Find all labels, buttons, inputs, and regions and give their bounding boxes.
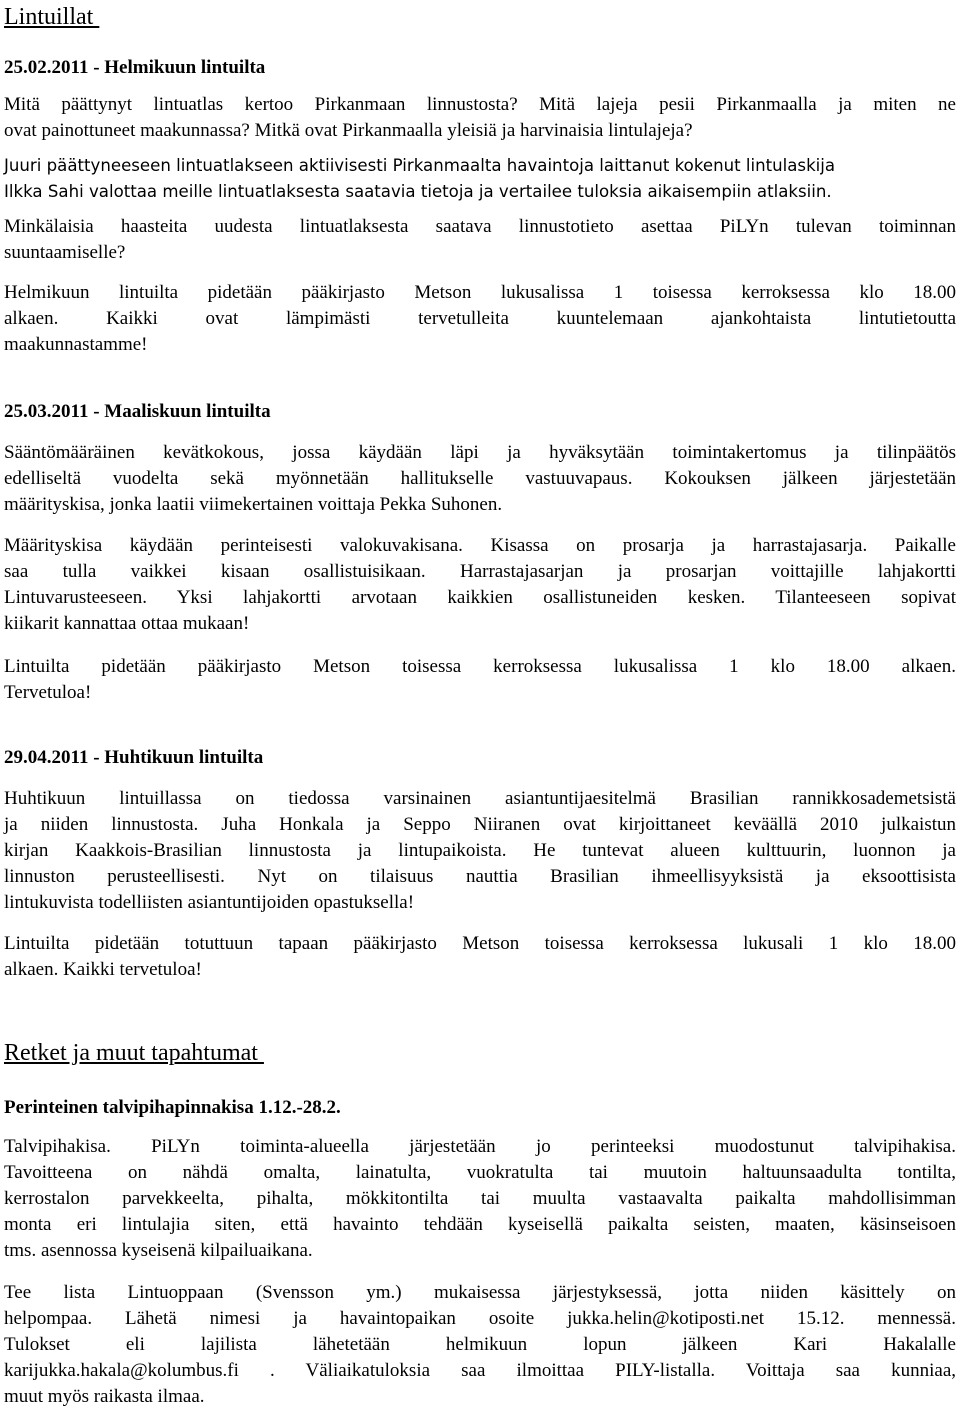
text-line: määrityskisa, jonka laatii viimekertainen voittaja Pekka Suhonen.	[4, 494, 503, 515]
event-heading-apr: 29.04.2011 - Huhtikuun lintuilta	[4, 747, 264, 768]
text-line: Huhtikuun lintuillassa on tiedossa varsinainen asiantuntijaesitelmä Brasilian rannikkosademetsistä	[4, 788, 956, 809]
event-feb-speaker	[4, 153, 956, 205]
text-line: suuntaamiselle?	[4, 242, 126, 263]
event-feb-intro	[4, 92, 956, 144]
text-line: Mitä päättynyt lintuatlas kertoo Pirkanmaan linnustosta? Mitä lajeja pesii Pirkanmaalla ja miten ne	[4, 94, 956, 115]
text-line: edelliseltä vuodelta sekä myönnetään hallitukselle vastuuvapaus. Kokouksen jälkeen järjestetään	[4, 468, 956, 489]
event-heading-feb: 25.02.2011 - Helmikuun lintuilta	[4, 57, 266, 78]
event-feb-challenges	[4, 214, 956, 266]
text-line: Lintuilta pidetään pääkirjasto Metson toisessa kerroksessa lukusalissa 1 klo 18.00 alkaen.	[4, 656, 956, 677]
text-line: Tavoitteena on nähdä omalta, lainatulta, vuokratulta tai muutoin haltuunsaadulta tontilta,	[4, 1162, 956, 1183]
text-line: Juuri päättyneeseen lintuatlakseen aktiivisesti Pirkanmaalta havaintoja laittanut kokenut lintulaskija	[4, 156, 836, 175]
text-line: kirjan Kaakkois-Brasilian linnustosta ja lintupaikoista. He tuntevat alueen kulttuurin, luonnon ja	[4, 840, 956, 861]
text-line: kerrostalon parvekkeelta, pihalta, mökkitontilta tai muulta vastaavalta paikalta mahdollisimman	[4, 1188, 956, 1209]
event-mar-meeting	[4, 440, 956, 518]
text-line: ovat painottuneet maakunnassa? Mitkä ovat Pirkanmaalla yleisiä ja harvinaisia lintulajeja?	[4, 120, 693, 141]
text-line: tms. asennossa kyseisenä kilpailuaikana.	[4, 1240, 313, 1261]
text-line: Helmikuun lintuilta pidetään pääkirjasto Metson lukusalissa 1 toisessa kerroksessa klo 18.00	[4, 282, 956, 303]
event-heading-mar: 25.03.2011 - Maaliskuun lintuilta	[4, 401, 271, 422]
event-mar-contest	[4, 533, 956, 637]
text-line: Sääntömääräinen kevätkokous, jossa käydään läpi ja hyväksytään toimintakertomus ja tilinpäätös	[4, 442, 956, 463]
text-line: alkaen. Kaikki ovat lämpimästi tervetulleita kuuntelemaan ajankohtaista lintutietoutta	[4, 308, 956, 329]
text-line: kiikarit kannattaa ottaa mukaan!	[4, 613, 250, 634]
section-title-lintuillat: Lintuillat	[4, 4, 100, 30]
text-line: linnuston perusteellisesti. Nyt on tilaisuus nauttia Brasilian ihmeellisyyksistä ja eksoottisista	[4, 866, 956, 887]
text-line: alkaen. Kaikki tervetuloa!	[4, 959, 202, 980]
event-apr-talk	[4, 786, 956, 916]
text-line: Tee lista Lintuoppaan (Svensson ym.) mukaisessa järjestyksessä, jotta niiden käsittely on	[4, 1282, 956, 1303]
event-feb-venue	[4, 280, 956, 358]
text-line: Lintuvarusteeseen. Yksi lahjakortti arvotaan kaikkien osallistuneiden kesken. Tilanteeseen sopivat	[4, 587, 956, 608]
text-line: Lintuilta pidetään totuttuun tapaan pääkirjasto Metson toisessa kerroksessa lukusali 1 klo 18.00	[4, 933, 956, 954]
event-apr-venue	[4, 931, 956, 983]
section-title-retket: Retket ja muut tapahtumat	[4, 1040, 264, 1066]
text-line: Minkälaisia haasteita uudesta lintuatlaksesta saatava linnustotieto asettaa PiLYn tulevan toiminnan	[4, 216, 956, 237]
text-line: lintukuvista todelliisten asiantuntijoiden opastuksella!	[4, 892, 415, 913]
text-line: ja niiden linnustosta. Juha Honkala ja Seppo Niiranen ovat kirjoittaneet keväällä 2010 julkaistun	[4, 814, 956, 835]
text-line: maakunnastamme!	[4, 334, 148, 355]
text-line: Määrityskisa käydään perinteisesti valokuvakisana. Kisassa on prosarja ja harrastajasarja. Paikalle	[4, 535, 956, 556]
text-line: Ilkka Sahi valottaa meille lintuatlaksesta saatavia tietoja ja vertailee tuloksia aikaisempiin atlaksiin.	[4, 182, 832, 201]
text-line: Tervetuloa!	[4, 682, 92, 703]
winter-contest-description	[4, 1134, 956, 1264]
text-line: saa tulla vaikkei kisaan osallistuisikaan. Harrastajasarjan ja prosarjan voittajille lahjakortti	[4, 561, 956, 582]
text-line: karijukka.hakala@kolumbus.fi . Väliaikatuloksia saa ilmoittaa PILY-listalla. Voittaja saa kunniaa,	[4, 1360, 956, 1381]
text-line: Talvipihakisa. PiLYn toiminta-alueella järjestetään jo perinteeksi muodostunut talvipihakisa.	[4, 1136, 956, 1157]
winter-contest-instructions	[4, 1280, 956, 1410]
event-mar-venue	[4, 654, 956, 706]
text-line: monta eri lintulajia siten, että havainto tehdään kyseisellä paikalta seisten, maaten, käsinseisoen	[4, 1214, 956, 1235]
text-line: muut myös raikasta ilmaa.	[4, 1386, 205, 1407]
event-heading-winter-contest: Perinteinen talvipihapinnakisa 1.12.-28.2.	[4, 1097, 341, 1118]
text-line: helpompaa. Lähetä nimesi ja havaintopaikan osoite jukka.helin@kotiposti.net 15.12. mennessä.	[4, 1308, 956, 1329]
text-line: Tulokset eli lajilista lähetetään helmikuun lopun jälkeen Kari Hakalalle	[4, 1334, 956, 1355]
